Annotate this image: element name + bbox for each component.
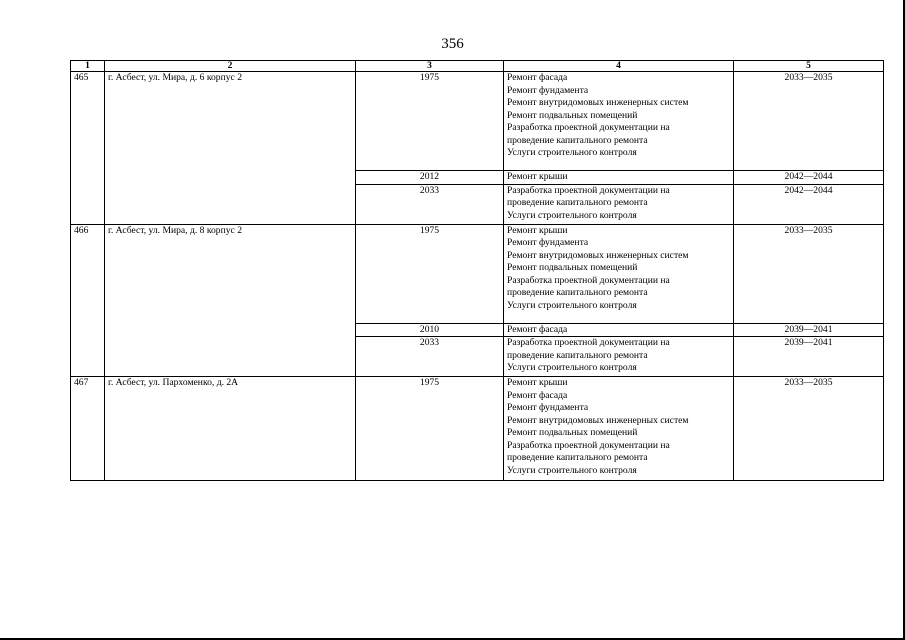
address-cell: г. Асбест, ул. Мира, д. 8 корпус 2 bbox=[105, 224, 356, 377]
work-item: Разработка проектной документации на bbox=[507, 337, 670, 348]
work-item: проведение капитального ремонта bbox=[507, 452, 648, 463]
works-cell bbox=[504, 171, 734, 185]
work-item: Ремонт подвальных помещений bbox=[507, 262, 638, 273]
period-cell: 2042—2044 bbox=[734, 184, 884, 224]
work-item: проведение капитального ремонта bbox=[507, 197, 648, 208]
work-item: Разработка проектной документации на bbox=[507, 184, 670, 196]
period-cell: 2033—2035 bbox=[734, 224, 884, 323]
works-cell bbox=[504, 323, 734, 337]
year-cell: 2012 bbox=[356, 171, 504, 185]
work-item: Услуги строительного контроля bbox=[507, 362, 637, 373]
column-header: 3 bbox=[356, 61, 504, 72]
work-item: Ремонт фундамента bbox=[507, 402, 589, 413]
year-cell: 2010 bbox=[356, 323, 504, 337]
work-item: Ремонт фундамента bbox=[507, 237, 589, 248]
works-cell bbox=[504, 72, 734, 171]
work-item: Ремонт фасада bbox=[507, 389, 568, 401]
work-item: Ремонт фасада bbox=[507, 323, 568, 335]
address-cell: г. Асбест, ул. Пархоменко, д. 2А bbox=[105, 377, 356, 481]
record-number: 467 bbox=[71, 377, 105, 481]
work-item: Услуги строительного контроля bbox=[507, 147, 637, 158]
period-cell: 2042—2044 bbox=[734, 171, 884, 185]
table-row bbox=[71, 224, 884, 323]
work-item: Разработка проектной документации на bbox=[507, 122, 670, 133]
work-item: Ремонт внутридомовых инженерных систем bbox=[507, 249, 689, 261]
work-item: Услуги строительного контроля bbox=[507, 209, 637, 221]
page-number: 356 bbox=[441, 36, 464, 52]
registry-table bbox=[70, 60, 884, 481]
table-row bbox=[71, 377, 884, 481]
work-item: Ремонт крыши bbox=[507, 171, 568, 182]
year-cell: 1975 bbox=[356, 224, 504, 323]
column-header: 5 bbox=[734, 61, 884, 72]
period-cell: 2039—2041 bbox=[734, 337, 884, 377]
record-number: 465 bbox=[71, 72, 105, 225]
works-cell bbox=[504, 377, 734, 481]
work-item: Ремонт фундамента bbox=[507, 84, 589, 96]
work-item: Ремонт крыши bbox=[507, 224, 568, 236]
column-header: 1 bbox=[71, 61, 105, 72]
work-item: Ремонт подвальных помещений bbox=[507, 109, 638, 121]
work-item: Разработка проектной документации на bbox=[507, 439, 670, 451]
work-item: Услуги строительного контроля bbox=[507, 299, 637, 311]
table-header-row bbox=[71, 61, 884, 72]
work-item: Ремонт фасада bbox=[507, 72, 568, 83]
registry-body bbox=[71, 72, 884, 481]
year-cell: 2033 bbox=[356, 184, 504, 224]
address-cell: г. Асбест, ул. Мира, д. 6 корпус 2 bbox=[105, 72, 356, 225]
works-cell bbox=[504, 224, 734, 323]
work-item: проведение капитального ремонта bbox=[507, 134, 648, 146]
period-cell: 2039—2041 bbox=[734, 323, 884, 337]
period-cell: 2033—2035 bbox=[734, 72, 884, 171]
work-item: Услуги строительного контроля bbox=[507, 464, 637, 476]
work-item: проведение капитального ремонта bbox=[507, 287, 648, 298]
year-cell: 1975 bbox=[356, 377, 504, 481]
work-item: Ремонт внутридомовых инженерных систем bbox=[507, 414, 689, 426]
year-cell: 2033 bbox=[356, 337, 504, 377]
works-cell bbox=[504, 337, 734, 377]
work-item: проведение капитального ремонта bbox=[507, 349, 648, 361]
column-header: 2 bbox=[105, 61, 356, 72]
work-item: Ремонт крыши bbox=[507, 377, 568, 388]
work-item: Ремонт внутридомовых инженерных систем bbox=[507, 97, 689, 108]
record-number: 466 bbox=[71, 224, 105, 377]
works-cell bbox=[504, 184, 734, 224]
work-item: Ремонт подвальных помещений bbox=[507, 427, 638, 438]
column-header: 4 bbox=[504, 61, 734, 72]
table-row bbox=[71, 72, 884, 171]
work-item: Разработка проектной документации на bbox=[507, 274, 670, 286]
year-cell: 1975 bbox=[356, 72, 504, 171]
period-cell: 2033—2035 bbox=[734, 377, 884, 481]
